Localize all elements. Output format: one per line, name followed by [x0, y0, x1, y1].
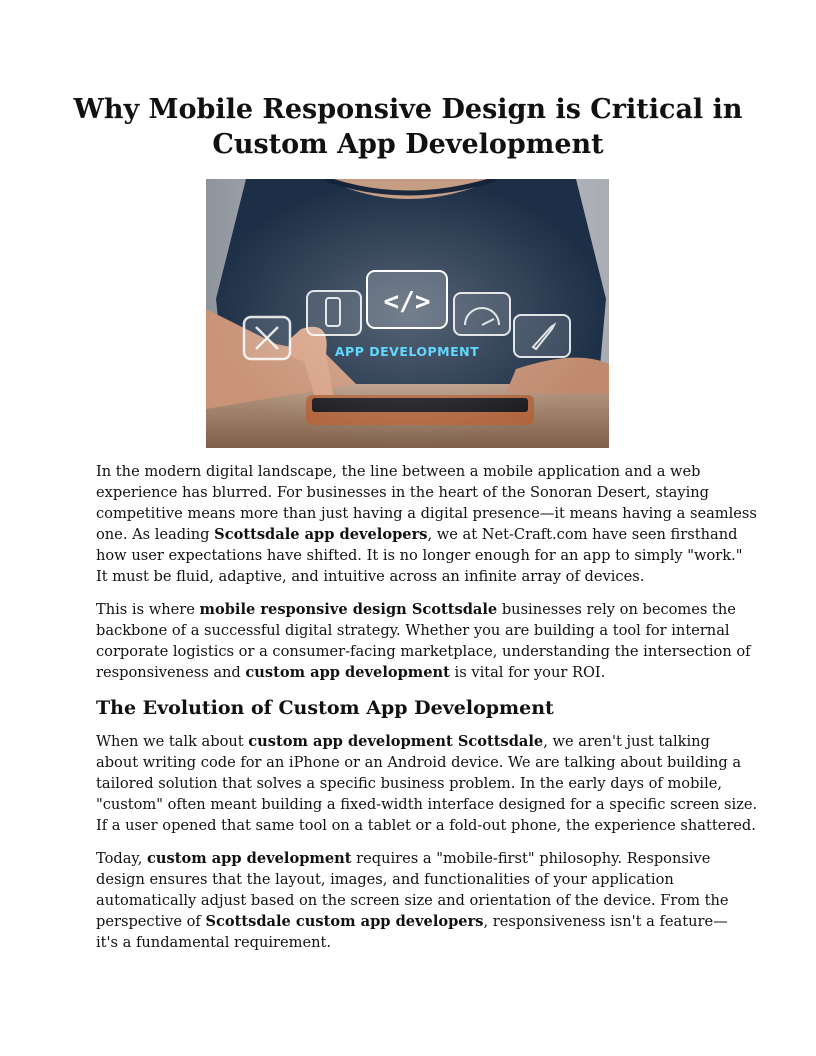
paragraph-responsive-design: This is where mobile responsive design Scottsdale businesses rely on becomes the backbone of a successful digital strategy. Whether you are building a tool for internal corporate logistics or a consumer-facing marketplace, understanding the intersection of responsiveness and custom app development is vital for your ROI. — [96, 601, 751, 681]
keyword-custom-app-development-2: custom app development — [147, 850, 352, 867]
keyword-custom-app-development: custom app development — [245, 664, 450, 681]
keyword-scottsdale-custom-app-developers: Scottsdale custom app developers — [205, 913, 484, 930]
section-heading: The Evolution of Custom App Development — [96, 697, 554, 719]
keyword-scottsdale-app-developers: Scottsdale app developers — [214, 526, 428, 543]
title-line-2: Custom App Development — [212, 129, 604, 160]
code-icon — [367, 271, 447, 328]
keyword-mobile-responsive-design: mobile responsive design Scottsdale — [199, 601, 498, 618]
keyword-custom-app-development-scottsdale: custom app development Scottsdale — [248, 733, 544, 750]
article-title — [60, 92, 756, 162]
tools-icon — [244, 317, 290, 359]
hero-image — [206, 179, 609, 448]
title-line-1: Why Mobile Responsive Design is Critical in — [73, 94, 743, 125]
speed-gauge-icon — [454, 293, 510, 335]
article-body — [96, 461, 758, 965]
paragraph-mobile-first: Today, custom app development requires a "mobile-first" philosophy. Responsive design ensures that the layout, images, and functionalities of your application automatically adjust based on the screen size and orientation of the device. From the perspective of Scottsdale custom app developers, responsiveness isn't a feature— it's a fundamental requirement. — [96, 850, 729, 951]
paragraph-intro: In the modern digital landscape, the line between a mobile application and a web experience has blurred. For businesses in the heart of the Sonoran Desert, staying competitive means more than just having a digital presence—it means having a seamless one. As leading Scottsdale app developers, we at Net-Craft.com have seen firsthand how user expectations have shifted. It is no longer enough for an app to simply "work." It must be fluid, adaptive, and intuitive across an infinite array of devices. — [96, 463, 757, 585]
code-symbol: </> — [383, 287, 431, 317]
app-development-label: APP DEVELOPMENT — [334, 344, 480, 359]
phone-icon — [307, 291, 361, 335]
paragraph-evolution: When we talk about custom app development Scottsdale, we aren't just talking about writing code for an iPhone or an Android device. We are talking about building a tailored solution that solves a specific business problem. In the early days of mobile, "custom" often meant building a fixed-width interface designed for a specific screen size. If a user opened that same tool on a tablet or a fold-out phone, the experience shattered. — [96, 733, 758, 834]
rocket-icon — [514, 315, 570, 357]
